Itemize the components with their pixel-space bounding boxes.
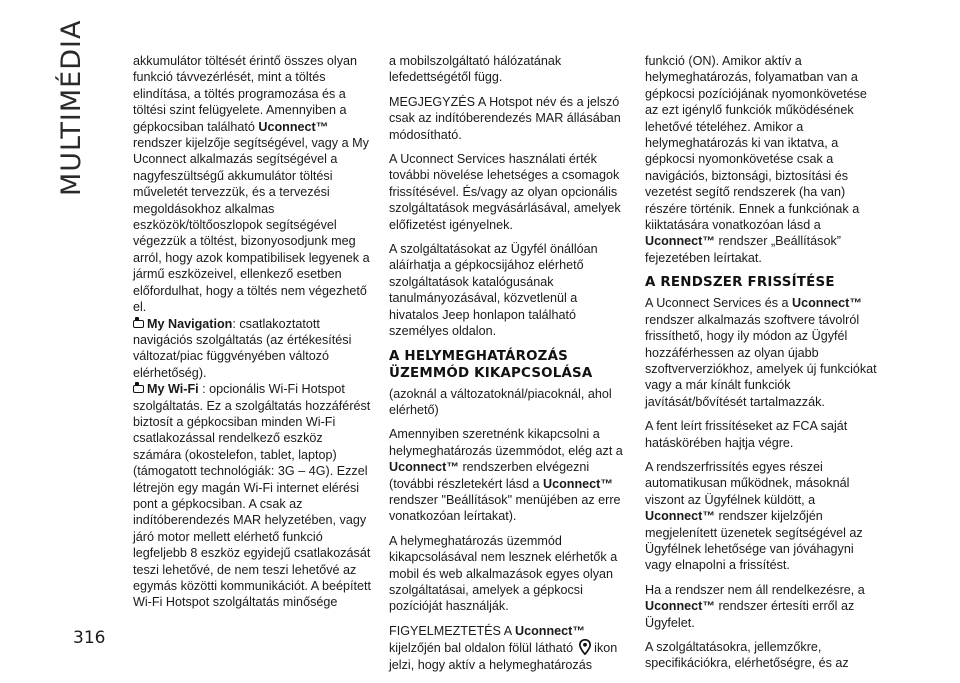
text: : csatlakoztatott navigációs szolgáltatás (az értékesítési változat/piac függvényében változó elérhetőség).: [133, 316, 352, 380]
text: rendszer kijelzője segítségével, vagy a My Uconnect alkalmazás segítségével a nagyfeszültségű akkumulátor töltési műveletét tervezzük, és a tervezési megoldásokhoz alkalmas eszközök/töltőoszlopok segítségével végezzük a töltést, bizonyosodjunk meg arról, hogy azok kompatibilisek legyenek a jármű eszközeivel, ellenkező esetben előfordulhat, hogy a töltés nem végezhető el.: [133, 136, 370, 315]
bold-term: Uconnect™: [645, 234, 715, 249]
text: rendszer „Beállítások” fejezetében leírtakat.: [645, 234, 841, 265]
text: funkció (ON). Amikor aktív a helymeghatározás, folyamatban van a gépkocsi pozíciójának nyomonkövetése az ezt igénylő funkciók működésének lehetővé tételéhez. Amikor a helymeghatározás ki van iktatva, a gépkocsi nyomonkövetése csak a navigációs, biztonsági, biztosítási és vezetést segítő rendszerek (ha van) részére történik. Ennek a funkciónak a kiiktatására vonatkozóan lásd a: [645, 54, 867, 233]
paragraph: [133, 53, 371, 316]
text: rendszer értesíti erről az Ügyfelet.: [645, 599, 855, 630]
text: FIGYELMEZTETÉS A: [389, 623, 515, 638]
bold-term: Uconnect™: [645, 599, 715, 614]
paragraph: A fent leírt frissítéseket az FCA saját hatáskörében hajtja végre.: [645, 419, 848, 450]
text: rendszer kijelzőjén megjelenített üzenetek segítségével az Ügyfélnek lehetősége van jóváhagyni vagy elnapolni a frissítést.: [645, 509, 863, 573]
paragraph: [645, 295, 883, 410]
paragraph: [133, 316, 371, 382]
paragraph: (azoknál a változatoknál/piacoknál, ahol elérhető): [389, 386, 612, 417]
bold-term: Uconnect™: [389, 460, 459, 475]
section-heading: A RENDSZER FRISSÍTÉSE: [645, 275, 835, 291]
text: Ha a rendszer nem áll rendelkezésre, a: [645, 582, 865, 597]
location-pin-icon: [579, 639, 591, 655]
camera-icon: [133, 320, 144, 328]
paragraph: A helymeghatározás üzemmód kikapcsolásával nem lesznek elérhetők a mobil és web alkalmazások egyes olyan szolgáltatásai, amelyek a gépkocsi pozícióját használják.: [389, 533, 618, 614]
text: rendszer "Beállítások" menüjében az erre vonatkozóan leírtakat).: [389, 492, 621, 524]
paragraph: [645, 582, 883, 631]
bold-term: Uconnect™: [514, 623, 585, 638]
text: : opcionális Wi-Fi Hotspot szolgáltatás. Ez a szolgáltatás hozzáférést biztosít a gépkocsiban minden Wi-Fi csatlakozással rendelkező eszköz számára (okostelefon, tablet, laptop) (támogatott technológiák: 3G – 4G). Ezzel létrejön egy magán Wi-Fi internet elérési pont a gépkocsiban. A csak az indítóberendezés MAR helyzetében, vagy járó motor mellett elérhető funkció legfeljebb 8 eszköz egyidejű csatlakozását teszi lehetővé, de nem teszi lehetővé az egymás közötti kommunikációt. A beépített Wi-Fi Hotspot szolgáltatás minősége: [133, 382, 372, 610]
text: A Uconnect Services és a: [645, 296, 792, 311]
paragraph: [645, 53, 883, 266]
text: ikon jelzi, hogy aktív a helymeghatározás: [389, 641, 618, 672]
camera-icon: [133, 385, 144, 393]
paragraph: [389, 426, 627, 524]
text: akkumulátor töltését érintő összes olyan funkció távvezérlését, mint a töltés elindítása, a töltés programozása és a töltési szint felügyelete. Amennyiben a gépkocsiban található: [133, 54, 358, 134]
bold-term: Uconnect™: [792, 296, 862, 311]
text-column-3: [645, 53, 883, 672]
warning-paragraph: [389, 623, 627, 673]
text-column-2: [389, 53, 627, 673]
text: rendszerben elvégezni (további részletekért lásd a: [389, 460, 590, 491]
text: A rendszerfrissítés egyes részei automatikusan működnek, másoknál viszont az Ügyfélnek küldött, a: [645, 459, 850, 507]
text: Amennyiben szeretnénk kikapcsolni a helymeghatározás üzemmódot, elég azt a: [389, 427, 623, 458]
paragraph: A szolgáltatásokra, jellemzőkre, specifikációkra, elérhetőségre, és az: [645, 640, 849, 671]
bold-term: Uconnect™: [543, 476, 613, 491]
paragraph: A szolgáltatásokat az Ügyfél önállóan aláírhatja a gépkocsijához elérhető szolgáltatások katalógusának tanulmányozásával, közvetlenül a hivatalos Jeep honlapon található személyes oldalon.: [389, 242, 598, 339]
page-number: 316: [73, 628, 106, 648]
bold-term: Uconnect™: [645, 509, 715, 524]
paragraph: a mobilszolgáltató hálózatának lefedettségétől függ.: [389, 54, 562, 85]
paragraph: A Uconnect Services használati érték további növelése lehetséges a csomagok frissítésével. És/vagy az olyan opcionális szolgáltatások megvásárlásával, amelyek előfizetést igényelnek.: [389, 152, 621, 232]
section-heading: A HELYMEGHATÁROZÁS ÜZEMMÓD KIKAPCSOLÁSA: [389, 348, 593, 381]
text-column-1: [133, 53, 371, 611]
text: kijelzőjén bal oldalon fölül látható: [389, 641, 577, 656]
section-title: MULTIMÉDIA: [56, 19, 87, 196]
bold-term: Uconnect™: [258, 119, 329, 134]
note-paragraph: MEGJEGYZÉS A Hotspot név és a jelszó csak az indítóberendezés MAR állásában módosítható.: [389, 94, 621, 142]
paragraph: [133, 381, 371, 611]
bold-term: My Navigation: [147, 316, 233, 331]
text: rendszer alkalmazás szoftvere távolról frissíthető, hogy ily módon az Ügyfél hozzáférhessen az olyan újabb szoftververziókhoz, amelyek új funkciókat vagy a már kínált funkciók javítását/bővítését tartalmazzák.: [645, 312, 877, 409]
paragraph: [645, 459, 883, 574]
bold-term: My Wi-Fi: [147, 382, 199, 397]
